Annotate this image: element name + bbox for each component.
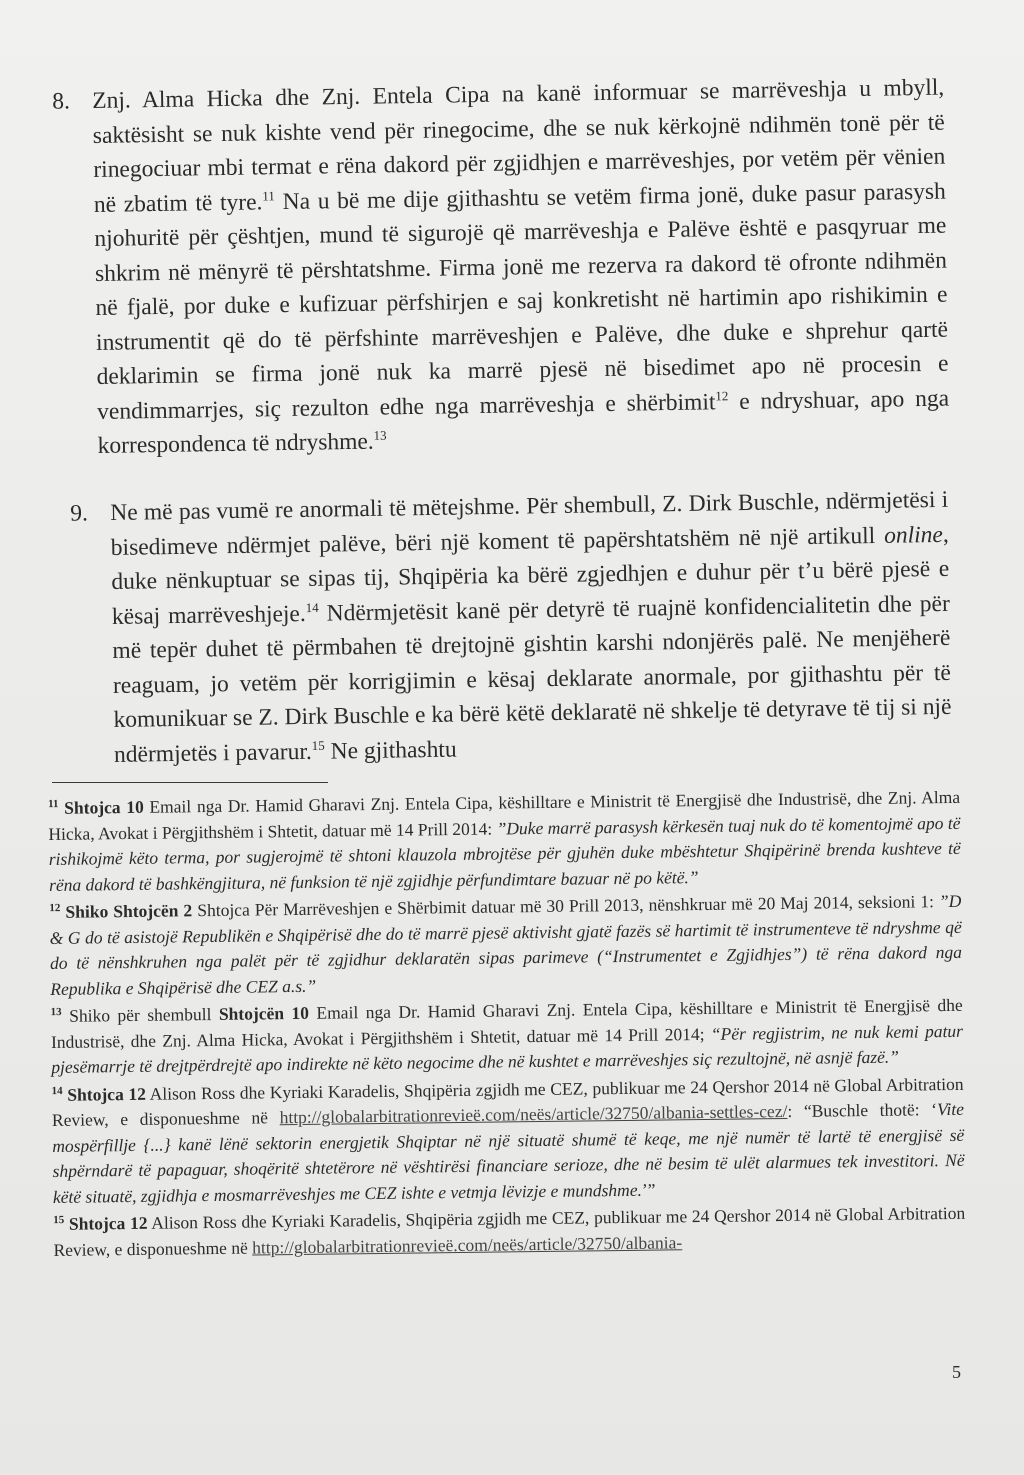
footnote-text: Shtojca Për Marrëveshjen e Shërbimit datuar më 30 Prill 2013, nënshkruar më 20 Maj 2014, seksioni 1: <box>192 891 940 921</box>
footnote-annex: Shtojca 12 <box>68 1212 148 1234</box>
paragraph-text: Na u bë me dije gjithashtu se vetëm firma jonë, duke pasur parasysh njohuritë për çështjen, mund të sigurojë që marrëveshja e Palëve është e pasqyruar me shkrim në mënyrë të përshtatshme. Firma jonë me rezerva ra dakord të ofronte ndihmën në fjalë, por duke e kufizuar përfshirjen e saj konkretisht në hartimin apo rishikimin e instrumentit që do të përfshinte marrëveshjen e Palëve, dhe duke e shprehur qartë deklarimin se firma jonë nuk ka marrë pjesë në bisedimet apo në procesin e vendimmarrjes, siç rezulton edhe nga marrëveshja e shërbimit <box>94 178 949 425</box>
paragraph-text: Znj. Alma Hicka dhe Znj. Entela Cipa na kanë informuar se marrëveshja u mbyll, saktësisht se nuk kishte vend për rinegocime, dhe se nuk kërkojnë ndihmën tonë për të rinegociuar mbi termat e rëna dakord për zgjidhjen e marrëveshjes, por vetëm për vënien në zbatim të tyre. <box>92 74 946 218</box>
paragraph-text: Ne gjithashtu <box>324 736 457 765</box>
paragraph-text: , duke nënkuptuar se sipas tij, Shqipëria ka bërë zgjedhjen e duhur për t’u bërë pjesë e kësaj marrëveshjeje. <box>111 521 950 630</box>
footnote-quote: ”Duke marrë parasysh kërkesën tuaj nuk do të komentojmë apo të rishikojmë këto terma, por sugjerojmë të shtoni klauzola mbrojtëse për gjuhën duke mbështetur Shqipërinë brenda kushteve të rëna dakord të bashkëngjitura, në funksion të një zgjidhje përfundimtare bazuar në po këtë.” <box>48 812 961 895</box>
paragraph-text: e ndryshuar, apo nga korrespondenca të ndryshme. <box>97 385 950 459</box>
paragraph-text: Ndërmjetësit kanë për detyrë të ruajnë konfidencialitetin dhe për më tepër duhet të përmbahen të drejtojnë gishtin karshi ndonjërës palë. Ne menjëherë reaguam, jo vetëm për korrigjimin e kësaj deklarate anormale, por gjithashtu për të komunikuar se Z. Dirk Buschle e ka bërë këtë deklaratë në shkelje të detyrave të tij si një ndërmjetës i pavarur. <box>112 590 952 768</box>
footnote-quote: ”D & G do të asistojë Republikën e Shqipërisë dhe do të marrë pjesë aktivisht gjatë fazës së hartimit të instrumenteve të ndryshme që do të nënshkruhen nga palët për të zgjidhur deklaratën sipas parimeve (“Instrumentet e Zgjidhjes”) të rëna dakord nga Republika e Shqipërisë dhe CEZ a.s.” <box>49 890 963 999</box>
footnote-link[interactable]: http://globalarbitrationrevieë.com/neës/article/32750/albania-settles-cez/ <box>279 1100 788 1128</box>
paragraph-8 <box>52 71 950 464</box>
footnote-number: 13 <box>50 1006 62 1019</box>
footnote-ref-14[interactable]: 14 <box>305 599 319 615</box>
paragraph-text: Ne më pas vumë re anormali të mëtejshme. Për shembull, Z. Dirk Buschle, ndërmjetësi i bisedimeve ndërmjet palëve, bëri një koment të papërshtatshëm në një artikull <box>110 486 949 561</box>
footnote-text: ’” <box>641 1179 656 1200</box>
paragraph-emphasis: online <box>883 521 944 549</box>
footnote-annex: Shtojca 12 <box>67 1083 147 1105</box>
footnote-text: Alison Ross dhe Kyriaki Karadelis, Shqipëria zgjidh me CEZ, publikuar me 24 Qershor 2014 në Global Arbitration Review, e disponueshme në <box>53 1202 966 1260</box>
footnote-12 <box>49 889 962 1002</box>
paragraph-number: 8. <box>52 88 71 115</box>
footnote-separator <box>52 782 328 783</box>
page-number: 5 <box>952 1362 961 1382</box>
footnote-ref-13[interactable]: 13 <box>373 427 387 443</box>
footnote-text: : “Buschle thotë: ‘ <box>787 1099 938 1121</box>
footnote-link[interactable]: http://globalarbitrationrevieë.com/neës/article/32750/albania- <box>252 1231 683 1258</box>
footnote-quote: Vite mospërfillje {...} kanë lënë sektorin energjetik Shqiptar në një situatë shumë të keqe, me një numër të lartë të energjisë së shpërndarë të papaguar, shoqëritë shtetërore në vështirësi financiare serioze, dhe në besim të ulët alarmues tek investitori. Në këtë situatë, zgjidhja e mosmarrëveshjes me CEZ ishte e vetmja lëvizje e mundshme. <box>52 1098 965 1207</box>
footnote-number: 14 <box>51 1084 63 1097</box>
footnote-quote: “Për regjistrim, ne nuk kemi patur pjesëmarrje të drejtpërdrejtë apo indirekte në këto negocime dhe në kushtet e marrëveshjes siç rezultojnë, në asnjë fazë.” <box>51 1020 964 1077</box>
footnote-number: 15 <box>53 1214 65 1227</box>
footnotes <box>48 785 966 1265</box>
footnote-ref-12[interactable]: 12 <box>715 387 729 403</box>
paragraph-9 <box>70 483 952 772</box>
footnote-number: 11 <box>48 798 59 811</box>
footnote-annex: Shiko Shtojcën 2 <box>65 900 193 922</box>
footnote-number: 12 <box>49 902 61 915</box>
footnote-text: Email nga Dr. Hamid Gharavi Znj. Entela Cipa, këshilltare e Ministrit të Energjisë dhe Industrisë, dhe Znj. Alma Hicka, Avokat i Përgjithshëm i Shtetit, datuar më 14 Prill 2014: <box>48 786 961 844</box>
footnote-text: Email nga Dr. Hamid Gharavi Znj. Entela Cipa, këshilltare e Ministrit të Energjisë dhe Industrisë, dhe Znj. Alma Hicka, Avokat i Përgjithshëm i Shtetit, datuar më 14 Prill 2014; <box>50 994 963 1052</box>
footnote-11 <box>48 785 961 898</box>
footnote-text: Shiko për shembull <box>69 1003 220 1026</box>
footnote-14 <box>52 1071 965 1210</box>
footnote-text: Alison Ross dhe Kyriaki Karadelis, Shqipëria zgjidh me CEZ, publikuar me 24 Qershor 2014 në Global Arbitration Review, e disponueshme në <box>51 1073 964 1130</box>
footnote-13 <box>51 993 964 1081</box>
footnote-ref-15[interactable]: 15 <box>311 737 325 753</box>
paragraph-number: 9. <box>70 500 89 527</box>
footnote-annex: Shtojcën 10 <box>218 1002 310 1024</box>
footnote-annex: Shtojca 10 <box>64 796 144 818</box>
footnote-15 <box>53 1201 966 1263</box>
footnote-ref-11[interactable]: 11 <box>262 187 275 204</box>
